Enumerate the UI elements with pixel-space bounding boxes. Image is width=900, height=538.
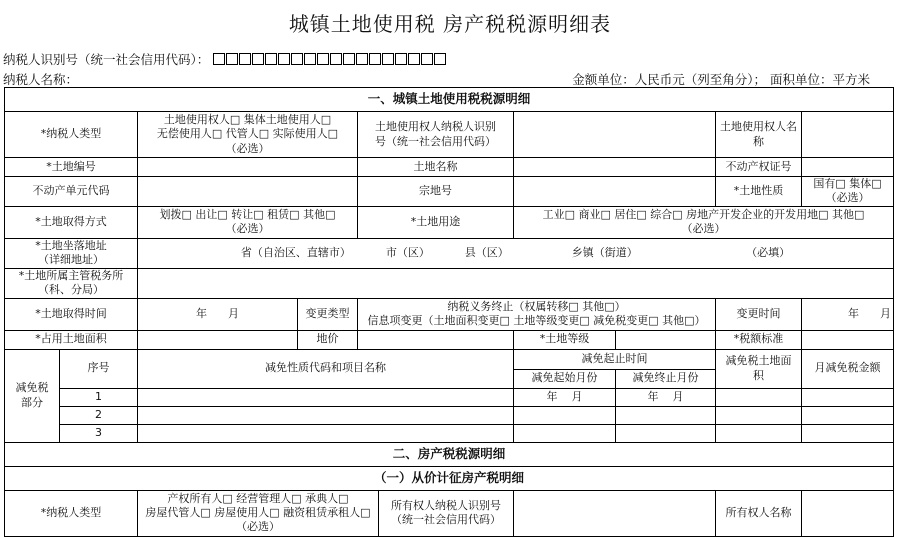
house-taxpayer-type-options[interactable] <box>138 490 379 536</box>
id-digit-box[interactable] <box>356 53 368 65</box>
relief-area-field[interactable] <box>716 406 802 424</box>
monthly-relief-field[interactable] <box>802 424 894 442</box>
land-use-options[interactable] <box>514 206 894 238</box>
owner-id-field[interactable] <box>514 490 716 536</box>
label-line: *土地坐落地址 <box>35 238 107 252</box>
id-digit-box[interactable] <box>330 53 342 65</box>
relief-start-label: 减免起始月份 <box>514 369 616 388</box>
parcel-no-field[interactable] <box>514 177 716 207</box>
option-line: （必选） <box>225 222 270 236</box>
acquire-method-options[interactable] <box>138 206 358 238</box>
land-no-field[interactable] <box>138 158 358 177</box>
relief-start-field[interactable]: 年 月 <box>514 388 616 406</box>
taxpayer-type-label: *纳税人类型 <box>5 112 138 158</box>
land-no-label: *土地编号 <box>5 158 138 177</box>
relief-area-label <box>716 349 802 388</box>
option-line: （必选） <box>681 222 726 236</box>
relief-code-field[interactable] <box>138 424 514 442</box>
change-time-field[interactable]: 年 月 <box>802 298 894 330</box>
section2-subtitle: （一）从价计征房产税明细 <box>5 466 894 490</box>
label-line: 减免税土地面 <box>725 354 792 368</box>
id-digit-box[interactable] <box>434 53 446 65</box>
option-line: 工业□ 商业□ 居住□ 综合□ 房地产开发企业的开发用地□ 其他□ <box>542 207 865 221</box>
label-line: *土地所属主管税务所 <box>18 268 124 282</box>
land-user-name-label: 土地使用权人名称 <box>716 112 802 158</box>
taxpayer-id-label: 纳税人识别号（统一社会信用代码）： <box>3 52 210 67</box>
parcel-no-label: 宗地号 <box>358 177 514 207</box>
area-field[interactable] <box>138 330 298 349</box>
row-seq: 3 <box>60 424 138 442</box>
option-line: 无偿使用人□ 代管人□ 实际使用人□ <box>156 127 339 141</box>
location-field[interactable]: 省（自治区、直辖市） 市（区） 县（区） 乡镇（街道） （必填） <box>138 238 894 268</box>
label-line: 部分 <box>21 395 43 409</box>
table-row <box>5 424 894 442</box>
relief-area-field[interactable] <box>716 424 802 442</box>
row-seq: 1 <box>60 388 138 406</box>
option-line: （必选） <box>225 141 270 155</box>
owner-name-field[interactable] <box>802 490 894 536</box>
change-type-label: 变更类型 <box>298 298 358 330</box>
tax-rate-label: *税额标准 <box>716 330 802 349</box>
taxpayer-id-boxes[interactable] <box>213 52 447 67</box>
option-line: 划拨□ 出让□ 转让□ 租赁□ 其他□ <box>159 207 336 221</box>
label-line: （科、分局） <box>38 283 104 297</box>
owner-name-label: 所有权人名称 <box>716 490 802 536</box>
acquire-method-label: *土地取得方式 <box>5 206 138 238</box>
relief-part-label <box>5 349 60 442</box>
change-type-options[interactable] <box>358 298 716 330</box>
seq-label: 序号 <box>60 349 138 388</box>
acquire-time-field[interactable]: 年 月 <box>138 298 298 330</box>
acquire-time-label: *土地取得时间 <box>5 298 138 330</box>
owner-id-label <box>379 490 514 536</box>
taxpayer-type-options[interactable] <box>138 112 358 158</box>
table-row <box>5 388 894 406</box>
option-line: 信息项变更（土地面积变更□ 土地等级变更□ 减免税变更□ 其他□） <box>367 314 706 328</box>
relief-end-field[interactable]: 年 月 <box>616 388 716 406</box>
id-digit-box[interactable] <box>369 53 381 65</box>
option-line: 产权所有人□ 经营管理人□ 承典人□ <box>167 491 349 505</box>
row-seq: 2 <box>60 406 138 424</box>
land-user-id-label <box>358 112 514 158</box>
relief-code-label: 减免性质代码和项目名称 <box>138 349 514 388</box>
id-digit-box[interactable] <box>395 53 407 65</box>
tax-office-label <box>5 268 138 298</box>
taxpayer-name-label: 纳税人名称： <box>3 72 79 87</box>
relief-period-label: 减免起止时间 <box>514 349 716 369</box>
price-label: 地价 <box>298 330 358 349</box>
land-user-name-field[interactable] <box>802 112 894 158</box>
grade-label: *土地等级 <box>514 330 616 349</box>
label-line: （详细地址） <box>38 253 104 267</box>
label-line: 减免税 <box>15 381 49 395</box>
property-cert-field[interactable] <box>802 158 894 177</box>
units-note: 金额单位：人民币元（列至角分）； 面积单位：平方米 <box>572 72 870 87</box>
label-line: 号（统一社会信用代码） <box>375 134 496 148</box>
option-line: 土地使用权人□ 集体土地使用人□ <box>163 113 332 127</box>
monthly-relief-field[interactable] <box>802 406 894 424</box>
relief-end-label: 减免终止月份 <box>616 369 716 388</box>
relief-code-field[interactable] <box>138 388 514 406</box>
section2-title: 二、房产税税源明细 <box>5 442 894 466</box>
location-label <box>5 238 138 268</box>
page-title: 城镇土地使用税 房产税税源明细表 <box>288 12 612 36</box>
land-nature-label: *土地性质 <box>716 177 802 207</box>
label-line: 所有权人纳税人识别号 <box>391 498 501 512</box>
id-digit-box[interactable] <box>421 53 433 65</box>
land-name-field[interactable] <box>514 158 716 177</box>
id-digit-box[interactable] <box>408 53 420 65</box>
label-line: 积 <box>753 368 764 382</box>
land-use-label: *土地用途 <box>358 206 514 238</box>
house-taxpayer-type-label: *纳税人类型 <box>5 490 138 536</box>
label-line: （统一社会信用代码） <box>391 513 501 527</box>
monthly-relief-field[interactable] <box>802 388 894 406</box>
id-digit-box[interactable] <box>239 53 251 65</box>
id-digit-box[interactable] <box>226 53 238 65</box>
table-row <box>5 406 894 424</box>
id-digit-box[interactable] <box>252 53 264 65</box>
section1-title: 一、城镇土地使用税税源明细 <box>5 88 894 112</box>
relief-end-field[interactable] <box>616 424 716 442</box>
tax-rate-field[interactable] <box>802 330 894 349</box>
property-unit-label: 不动产单元代码 <box>5 177 138 207</box>
id-digit-box[interactable] <box>317 53 329 65</box>
id-digit-box[interactable] <box>278 53 290 65</box>
relief-start-field[interactable] <box>514 406 616 424</box>
property-cert-label: 不动产权证号 <box>716 158 802 177</box>
area-label: *占用土地面积 <box>5 330 138 349</box>
id-digit-box[interactable] <box>343 53 355 65</box>
id-digit-box[interactable] <box>304 53 316 65</box>
taxpayer-id-line <box>3 50 447 68</box>
id-digit-box[interactable] <box>291 53 303 65</box>
relief-start-field[interactable] <box>514 424 616 442</box>
monthly-relief-label: 月减免税金额 <box>802 349 894 388</box>
land-nature-options[interactable]: 国有□ 集体□（必选） <box>802 177 894 207</box>
id-digit-box[interactable] <box>213 53 225 65</box>
tax-office-field[interactable] <box>138 268 894 298</box>
relief-area-field[interactable] <box>716 388 802 406</box>
property-unit-field[interactable] <box>138 177 358 207</box>
tax-source-table <box>4 87 894 537</box>
option-line: 房屋代管人□ 房屋使用人□ 融资租赁承租人□ <box>145 505 371 519</box>
id-digit-box[interactable] <box>265 53 277 65</box>
land-name-label: 土地名称 <box>358 158 514 177</box>
option-line: 纳税义务终止（权属转移□ 其他□） <box>447 299 626 313</box>
relief-end-field[interactable] <box>616 406 716 424</box>
change-time-label: 变更时间 <box>716 298 802 330</box>
land-user-id-field[interactable] <box>514 112 716 158</box>
price-field[interactable] <box>358 330 514 349</box>
label-line: 土地使用权人纳税人识别 <box>375 120 496 134</box>
id-digit-box[interactable] <box>382 53 394 65</box>
option-line: （必选） <box>236 520 280 534</box>
grade-field[interactable] <box>616 330 716 349</box>
relief-code-field[interactable] <box>138 406 514 424</box>
